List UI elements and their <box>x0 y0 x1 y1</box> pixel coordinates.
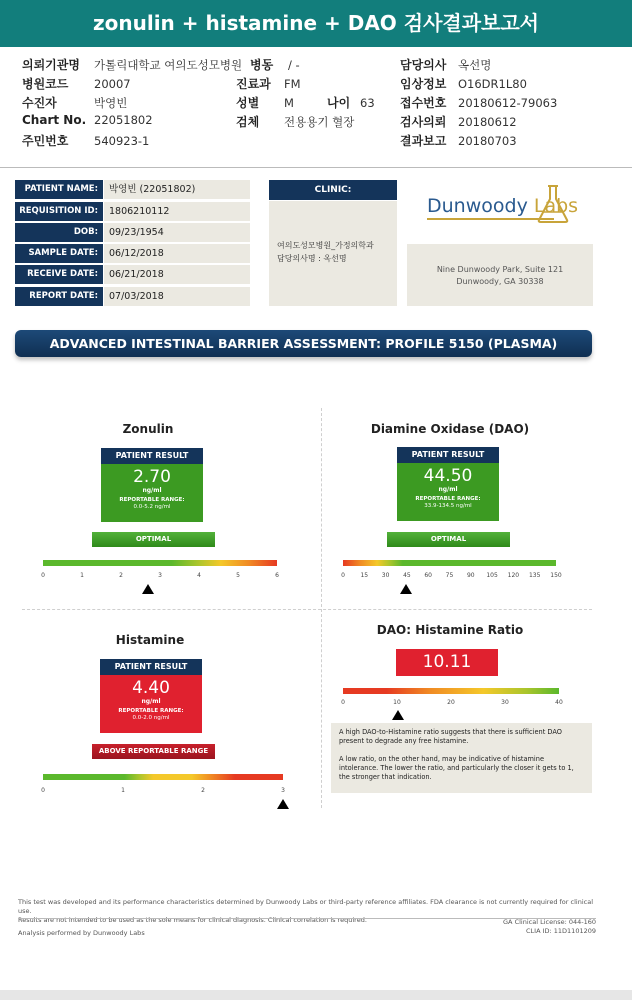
dao-tick-label: 120 <box>507 572 520 579</box>
vertical-divider <box>321 408 322 808</box>
lab-logo-name: Dunwoody <box>427 195 528 217</box>
histamine-rr: 0.0-2.0 ng/ml <box>132 715 170 721</box>
ratio-tick-label: 30 <box>501 699 509 706</box>
histamine-tick-label: 0 <box>41 787 45 794</box>
analysis-credit: Analysis performed by Dunwoody Labs <box>18 929 145 937</box>
histamine-status: ABOVE REPORTABLE RANGE <box>92 744 215 759</box>
zonulin-tick-label: 1 <box>80 572 84 579</box>
histamine-tick-label: 3 <box>281 787 285 794</box>
clinic-info <box>269 201 397 306</box>
dao-tick-label: 75 <box>445 572 454 579</box>
dao-tick-label: 0 <box>341 572 345 579</box>
histamine-unit: ng/ml <box>141 698 161 705</box>
ratio-marker <box>392 710 404 720</box>
lab-logo-suffix: Labs <box>533 195 579 217</box>
zonulin-status: OPTIMAL <box>92 532 215 547</box>
dao-result-header: PATIENT RESULT <box>397 447 499 463</box>
zonulin-rr: 0.0-5.2 ng/ml <box>133 504 171 510</box>
zonulin-unit: ng/ml <box>142 487 162 494</box>
dob-label: DOB: <box>15 223 103 242</box>
clia-line: CLIA ID: 11D1101209 <box>526 927 596 935</box>
zonulin-title: Zonulin <box>122 422 174 436</box>
info-sex: 성별 M <box>236 96 294 110</box>
zonulin-tick-label: 0 <box>41 572 45 579</box>
dao-tick-label: 90 <box>466 572 475 579</box>
dao-marker <box>400 584 412 594</box>
dao-tick-label: 150 <box>550 572 562 579</box>
zonulin-tick-label: 2 <box>119 572 123 579</box>
dao-tick-label: 15 <box>360 572 369 579</box>
requisition-label: REQUISITION ID: <box>15 202 103 221</box>
clinic-line1: 여의도성모병원_가정의학과 <box>277 241 374 250</box>
dao-rr: 33.9-134.5 ng/ml <box>424 503 472 509</box>
dao-result-box <box>397 463 499 521</box>
ratio-tick-label: 0 <box>341 699 345 706</box>
dao-rr-label: REPORTABLE RANGE: <box>415 496 481 502</box>
info-ward: 병동 / - <box>250 58 300 72</box>
info-doctor: 담당의사 옥선명 <box>400 58 492 72</box>
zonulin-tick-label: 3 <box>158 572 162 579</box>
ratio-note-p1: A high DAO-to-Histamine ratio suggests that there is sufficient DAO present to degrade any free histamine. <box>339 728 562 745</box>
info-receipt-no: 접수번호 20180612-79063 <box>400 96 558 110</box>
info-resident-no: 주민번호 540923-1 <box>22 134 150 148</box>
histamine-result-box <box>100 675 202 733</box>
disclaimer-line1: This test was developed and its performance characteristics determined by Dunwoody Labs or third-party reference affiliates. FDA clearance is not currently required for clinical use. <box>18 898 593 915</box>
zonulin-result-header: PATIENT RESULT <box>101 448 203 464</box>
license-info <box>503 918 596 936</box>
dao-tick-label: 30 <box>381 572 390 579</box>
info-institution: 의뢰기관명 가톨릭대학교 여의도성모병원 <box>22 58 243 72</box>
patient-info-block <box>0 47 632 168</box>
dao-value: 44.50 <box>423 466 473 486</box>
zonulin-result-box <box>101 464 203 522</box>
dao-status: OPTIMAL <box>387 532 510 547</box>
info-hospital-code: 병원코드 20007 <box>22 77 131 91</box>
license-line: GA Clinical License: 044-160 <box>503 918 596 926</box>
dao-gauge <box>343 560 556 566</box>
histamine-marker <box>277 799 289 809</box>
info-specimen: 검체 전용용기 혈장 <box>236 115 355 129</box>
report-title: zonulin + histamine + DAO 검사결과보고서 <box>0 0 632 47</box>
receive-date-label: RECEIVE DATE: <box>15 265 103 284</box>
zonulin-value: 2.70 <box>133 467 171 487</box>
report-date-label: REPORT DATE: <box>15 287 103 306</box>
sample-date-label: SAMPLE DATE: <box>15 244 103 263</box>
sample-date-value: 06/12/2018 <box>104 244 250 263</box>
lab-address-line1: Nine Dunwoody Park, Suite 121 <box>436 265 564 274</box>
logo-underline <box>427 218 554 220</box>
histamine-title: Histamine <box>115 633 185 647</box>
requisition-value: 1806210112 <box>104 202 250 221</box>
info-clinical: 임상정보 O16DR1L80 <box>400 77 527 91</box>
histamine-value: 4.40 <box>132 678 170 698</box>
receive-date-value: 06/21/2018 <box>104 265 250 284</box>
histamine-result-header: PATIENT RESULT <box>100 659 202 675</box>
page-bottom-strip <box>0 990 632 1000</box>
zonulin-rr-label: REPORTABLE RANGE: <box>119 497 185 503</box>
clinic-header: CLINIC: <box>269 180 397 200</box>
info-age: 나이 63 <box>327 96 375 110</box>
zonulin-marker <box>142 584 154 594</box>
dao-unit: ng/ml <box>438 486 458 493</box>
ratio-note <box>331 723 592 793</box>
ratio-title: DAO: Histamine Ratio <box>376 623 524 637</box>
dao-tick-label: 45 <box>403 572 411 579</box>
zonulin-tick-label: 6 <box>275 572 279 579</box>
histamine-rr-label: REPORTABLE RANGE: <box>118 708 184 714</box>
dao-tick-label: 135 <box>528 572 541 579</box>
info-examinee: 수진자 박영빈 <box>22 96 128 110</box>
info-chart-no: Chart No. 22051802 <box>22 113 153 127</box>
ratio-gauge <box>343 688 559 694</box>
zonulin-gauge <box>43 560 277 566</box>
assessment-banner: ADVANCED INTESTINAL BARRIER ASSESSMENT: PROFILE 5150 (PLASMA) <box>15 330 592 357</box>
ratio-tick-label: 10 <box>393 699 401 706</box>
lab-address <box>407 244 593 306</box>
dao-tick-label: 60 <box>424 572 433 579</box>
clinic-line2: 담당의사명 : 옥선명 <box>277 254 347 263</box>
ratio-value-box: 10.11 <box>396 649 498 676</box>
zonulin-tick-label: 4 <box>197 572 201 579</box>
ratio-tick-label: 40 <box>555 699 563 706</box>
dao-tick-label: 105 <box>486 572 498 579</box>
lab-address-line2: Dunwoody, GA 30338 <box>456 277 544 286</box>
histamine-tick-label: 2 <box>201 787 205 794</box>
report-date-value: 07/03/2018 <box>104 287 250 306</box>
info-report-date: 결과보고 20180703 <box>400 134 517 148</box>
dao-title: Diamine Oxidase (DAO) <box>370 422 530 436</box>
info-department: 진료과 FM <box>236 77 301 91</box>
info-request-date: 검사의뢰 20180612 <box>400 115 517 129</box>
patient-name-value: 박영빈 (22051802) <box>104 180 250 199</box>
ratio-tick-label: 20 <box>447 699 455 706</box>
dob-value: 09/23/1954 <box>104 223 250 242</box>
horizontal-divider <box>22 609 592 610</box>
ratio-note-p2: A low ratio, on the other hand, may be indicative of histamine intolerance. The lower the ratio, and particularly the closer it gets to 1, the stronger that indication. <box>339 755 574 781</box>
patient-name-label: PATIENT NAME: <box>15 180 103 199</box>
disclaimer-line2: Results are not intended to be used as the sole means for clinical diagnosis. Clinical correlation is required. <box>18 916 367 924</box>
histamine-gauge <box>43 774 283 780</box>
histamine-tick-label: 1 <box>121 787 125 794</box>
zonulin-tick-label: 5 <box>236 572 240 579</box>
